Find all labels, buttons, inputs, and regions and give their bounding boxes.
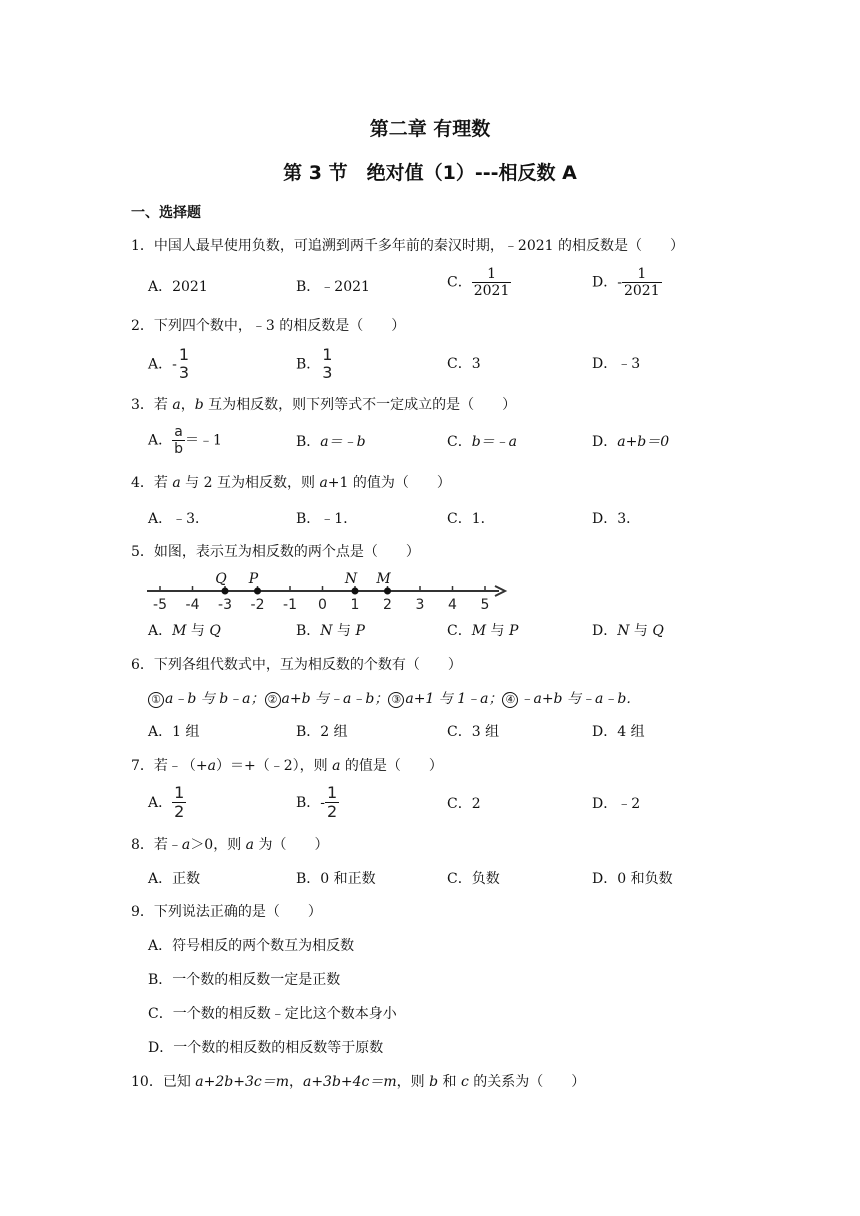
question-6-option-b: B．2 组 xyxy=(296,724,348,740)
option-label: A． xyxy=(148,623,173,639)
numerator: 1 xyxy=(637,266,647,282)
tick-label: -1 xyxy=(283,597,297,612)
fraction xyxy=(622,266,662,299)
fraction xyxy=(472,266,512,299)
question-7-option-c: C．2 xyxy=(447,796,481,812)
question-5-option-b xyxy=(296,620,365,640)
point-p-label: P xyxy=(248,571,259,587)
chapter-title: 第二章 有理数 xyxy=(369,118,491,140)
point-label: Q xyxy=(652,623,664,639)
option-label: C． xyxy=(447,434,472,450)
expression: a+3b+4c＝m xyxy=(302,1074,397,1090)
fraction xyxy=(325,784,339,822)
question-2-option-a xyxy=(148,346,191,383)
circled-number: ④ xyxy=(502,692,518,708)
question-8-option-d: D．0 和负数 xyxy=(592,871,673,887)
denominator: 2 xyxy=(174,802,185,822)
connector: 与 xyxy=(629,623,653,639)
numerator: 1 xyxy=(327,783,338,802)
question-4-option-b: B．﹣1． xyxy=(296,511,358,527)
option-label: A． xyxy=(148,794,173,811)
minus-sign: - xyxy=(320,794,326,811)
question-8-option-b: B．0 和正数 xyxy=(296,871,376,887)
var-a: a xyxy=(207,758,216,774)
question-3-stem xyxy=(131,394,516,414)
question-3-option-c xyxy=(447,431,517,451)
point-label: P xyxy=(508,623,519,639)
question-7-option-b xyxy=(296,784,339,822)
section-title: 第 3 节 绝对值（1）---相反数 A xyxy=(283,162,577,184)
stem-text: 3．若 xyxy=(131,397,173,413)
connector: 与 xyxy=(332,623,356,639)
tick-label: 5 xyxy=(480,597,490,612)
stem-text: 为（ ） xyxy=(254,837,329,853)
stem-text: 的关系为（ ） xyxy=(468,1074,586,1090)
point-n-label: N xyxy=(344,571,358,587)
question-6-option-c: C．3 组 xyxy=(447,724,500,740)
question-8-option-c: C．负数 xyxy=(447,871,500,887)
stem-text: ， xyxy=(288,1074,303,1090)
number-line xyxy=(143,566,513,612)
expression: b＝﹣a xyxy=(471,434,518,450)
stem-text: 的值是（ ） xyxy=(340,758,443,774)
expression: a+b 与﹣a﹣b； xyxy=(281,691,389,707)
question-5-option-c xyxy=(447,620,518,640)
fraction xyxy=(177,346,191,383)
question-4-option-d: D．3． xyxy=(592,511,641,527)
var-a: a xyxy=(245,837,254,853)
option-label: B． xyxy=(296,623,321,639)
question-6-expressions xyxy=(148,688,640,708)
stem-text: 8．若﹣ xyxy=(131,837,182,853)
var-a: a xyxy=(319,475,328,491)
stem-text: +1 的值为（ ） xyxy=(327,475,451,491)
point-p-dot xyxy=(254,588,261,595)
point-label: P xyxy=(355,623,365,639)
stem-text: ， xyxy=(180,397,195,413)
question-6-stem: 6．下列各组代数式中，互为相反数的个数有（ ） xyxy=(131,657,462,673)
option-label: A． xyxy=(148,356,173,373)
tick-label: 2 xyxy=(383,597,392,612)
question-10-stem xyxy=(131,1071,585,1091)
question-1-option-d xyxy=(592,266,662,299)
stem-text: 7．若﹣（+ xyxy=(131,758,208,774)
question-7-stem xyxy=(131,755,443,775)
denominator: 2 xyxy=(327,802,338,822)
tick-label: 1 xyxy=(350,597,360,612)
question-9-option-d: D．一个数的相反数的相反数等于原数 xyxy=(148,1040,384,1056)
question-3-option-a xyxy=(148,424,222,457)
question-1-stem: 1．中国人最早使用负数，可追溯到两千多年前的秦汉时期，﹣2021 的相反数是（ ） xyxy=(131,238,684,254)
equation-rest: ＝﹣1 xyxy=(185,432,222,449)
point-label: N xyxy=(320,623,333,639)
part-heading: 一、选择题 xyxy=(131,205,201,221)
point-q-label: Q xyxy=(215,571,227,587)
question-5-option-a xyxy=(148,620,221,640)
stem-text: 10．已知 xyxy=(131,1074,196,1090)
question-8-stem xyxy=(131,834,328,854)
option-label: C． xyxy=(447,274,472,291)
point-label: Q xyxy=(209,623,221,639)
question-9-option-a: A．符号相反的两个数互为相反数 xyxy=(148,938,355,954)
tick-label: -2 xyxy=(250,597,265,612)
expression: a＝﹣b xyxy=(320,434,366,450)
point-n-dot xyxy=(352,588,359,595)
fraction xyxy=(172,784,186,822)
circled-number: ① xyxy=(148,692,164,708)
option-label: D． xyxy=(592,434,618,450)
stem-text: ＞0，则 xyxy=(190,837,246,853)
point-label: M xyxy=(172,623,187,639)
minus-sign: - xyxy=(617,274,622,291)
var-b: b xyxy=(429,1074,439,1090)
question-7-option-a xyxy=(148,784,186,822)
question-2-option-c: C．3 xyxy=(447,356,481,372)
question-3-option-b xyxy=(296,431,366,451)
question-1-option-b: B．﹣2021 xyxy=(296,279,370,295)
tick-label: 4 xyxy=(448,597,457,612)
question-1-option-c xyxy=(447,266,511,299)
question-4-option-c: C．1． xyxy=(447,511,495,527)
tick-label: 0 xyxy=(318,597,327,612)
stem-text: 4．若 xyxy=(131,475,173,491)
minus-sign: - xyxy=(172,356,177,373)
numerator: 1 xyxy=(322,345,333,364)
point-label: M xyxy=(471,623,487,639)
option-label: B． xyxy=(296,794,321,811)
fraction xyxy=(172,424,185,457)
point-q-dot xyxy=(222,588,229,595)
connector: 与 xyxy=(486,623,509,639)
question-9-option-c: C．一个数的相反数﹣定比这个数本身小 xyxy=(148,1006,397,1022)
numerator: 1 xyxy=(178,345,190,364)
denominator: b xyxy=(174,441,184,458)
numerator: 1 xyxy=(174,783,185,802)
var-c: c xyxy=(461,1074,469,1090)
point-m-dot xyxy=(384,588,391,595)
tick-label: -3 xyxy=(218,597,232,612)
stem-text: 互为相反数，则下列等式不一定成立的是（ ） xyxy=(203,397,517,413)
tick-label: 3 xyxy=(415,597,425,612)
question-4-option-a: A．﹣3． xyxy=(148,511,210,527)
stem-text: ，则 xyxy=(396,1074,430,1090)
question-5-stem: 5．如图，表示互为相反数的两个点是（ ） xyxy=(131,544,420,560)
stem-text: 与 2 互为相反数，则 xyxy=(180,475,320,491)
expression: a﹣b 与 b﹣a； xyxy=(165,691,265,707)
expression: a+1 与 1﹣a； xyxy=(405,691,503,707)
question-4-stem xyxy=(131,472,451,492)
question-6-option-a: A．1 组 xyxy=(148,724,200,740)
question-9-stem: 9．下列说法正确的是（ ） xyxy=(131,904,322,920)
expression: ﹣a+b 与﹣a﹣b． xyxy=(519,691,641,707)
denominator: 3 xyxy=(178,363,190,383)
option-label: C． xyxy=(447,623,472,639)
question-7-option-d: D．﹣2 xyxy=(592,796,641,812)
question-2-option-b xyxy=(296,346,334,383)
circled-number: ② xyxy=(265,692,281,708)
question-5-option-d xyxy=(592,620,664,640)
option-label: A． xyxy=(148,432,173,449)
question-3-option-d xyxy=(592,431,669,451)
var-a: a xyxy=(181,837,191,853)
option-label: D． xyxy=(592,623,618,639)
connector: 与 xyxy=(186,623,210,639)
point-label: N xyxy=(617,623,630,639)
option-label: B． xyxy=(296,434,321,450)
question-6-option-d: D．4 组 xyxy=(592,724,645,740)
expression: a+2b+3c＝m xyxy=(195,1074,289,1090)
stem-text: 和 xyxy=(438,1074,461,1090)
question-2-stem: 2．下列四个数中，﹣3 的相反数是（ ） xyxy=(131,318,406,334)
circled-number: ③ xyxy=(388,692,404,708)
numerator: 1 xyxy=(487,266,496,282)
stem-text: ）＝+（﹣2），则 xyxy=(216,758,333,774)
point-m-label: M xyxy=(376,571,391,587)
denominator: 2021 xyxy=(623,283,660,300)
expression: a+b＝0 xyxy=(617,434,670,450)
fraction xyxy=(320,346,334,383)
denominator: 3 xyxy=(322,363,333,383)
question-9-option-b: B．一个数的相反数一定是正数 xyxy=(148,972,341,988)
question-1-option-a: A．2021 xyxy=(148,279,208,295)
option-label: D． xyxy=(592,274,618,291)
tick-label: -4 xyxy=(185,597,200,612)
var-a: a xyxy=(172,397,181,413)
var-a: a xyxy=(172,475,181,491)
denominator: 2021 xyxy=(473,283,510,300)
var-b: b xyxy=(194,397,204,413)
question-8-option-a: A．正数 xyxy=(148,871,201,887)
option-label: B． xyxy=(296,356,321,373)
var-a: a xyxy=(332,758,341,774)
question-2-option-d: D．﹣3 xyxy=(592,356,641,372)
tick-label: -5 xyxy=(153,597,167,612)
numerator: a xyxy=(174,424,183,440)
